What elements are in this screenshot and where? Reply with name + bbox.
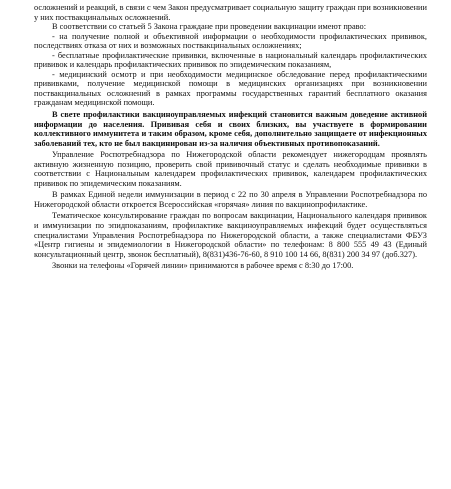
paragraph-rospotrebnadzor-recommendation: Управление Роспотребнадзора по Нижегородской области рекомендует нижегородцам проявлять активную жизненную позицию, проверить свой прививочный статус и сделать необходимые прививки в соответствии с Национальным календарем профилактических прививок, календарем профилактических прививок по эпидемическим показаниям. (34, 150, 427, 188)
paragraph-immunization-week-hotline: В рамках Единой недели иммунизации в период с 22 по 30 апреля в Управлении Роспотребнадзора по Нижегородской области откроется Всероссийская «горячая» линия по вакцинопрофилактике. (34, 190, 427, 209)
list-item-right-to-medical-examination: - медицинский осмотр и при необходимости медицинское обследование перед профилактическими прививками, получение медицинской помощи в медицинских организациях при возникновении поствакцинальных осложнений в рамках программы государственных гарантий бесплатного оказания гражданам медицинской помощи. (34, 69, 427, 108)
paragraph-collective-immunity: В свете профилактики вакциноуправляемых инфекций становится важным доведение активной информации до населения. Прививая себя и своих близких, вы участвуете в формировании коллективного иммунитета и таким образом, кроме себя, дополнительно защищаете от инфекционных заболеваний тех, кто не был вакцинирован из-за наличия объективных противопоказаний. (34, 110, 427, 148)
paragraph-hotline-hours: Звонки на телефоны «Горячей линии» принимаются в рабочее время с 8:30 до 17:00. (52, 261, 354, 271)
list-item-right-to-information: - на получение полной и объективной информации о необходимости профилактических прививок, последствиях отказа от них и возможных поствакцинальных осложнениях; (34, 31, 427, 51)
paragraph-citizens-rights-intro: В соответствии со статьей 5 Закона граждане при проведении вакцинации имеют право: (52, 22, 367, 32)
list-item-right-to-free-vaccination: - бесплатные профилактические прививки, включенные в национальный календарь профилактических прививок и календарь профилактических прививок по эпидемическим показаниям, (34, 50, 427, 70)
paragraph-consultation-phones: Тематическое консультирование граждан по вопросам вакцинации, Национального календаря прививок и иммунизации по эпидпоказаниям, профилактике вакциноуправляемых инфекций будет осуществляться специалистами Управления Роспотребнадзора по Нижегородской области, а также специалистами ФБУЗ «Центр гигиены и эпидемиологии в Нижегородской области» по телефонам: 8 800 555 49 43 (Единый консультационный центр, звонок бесплатный), 8(831)436-76-60, 8 910 100 14 66, 8(831) 200 34 97 (доб.327). (34, 211, 427, 259)
paragraph-post-vaccination-complications: осложнений и реакций, в связи с чем Закон предусматривает социальную защиту граждан при возникновении у них поствакцинальных осложнений. (34, 3, 427, 22)
